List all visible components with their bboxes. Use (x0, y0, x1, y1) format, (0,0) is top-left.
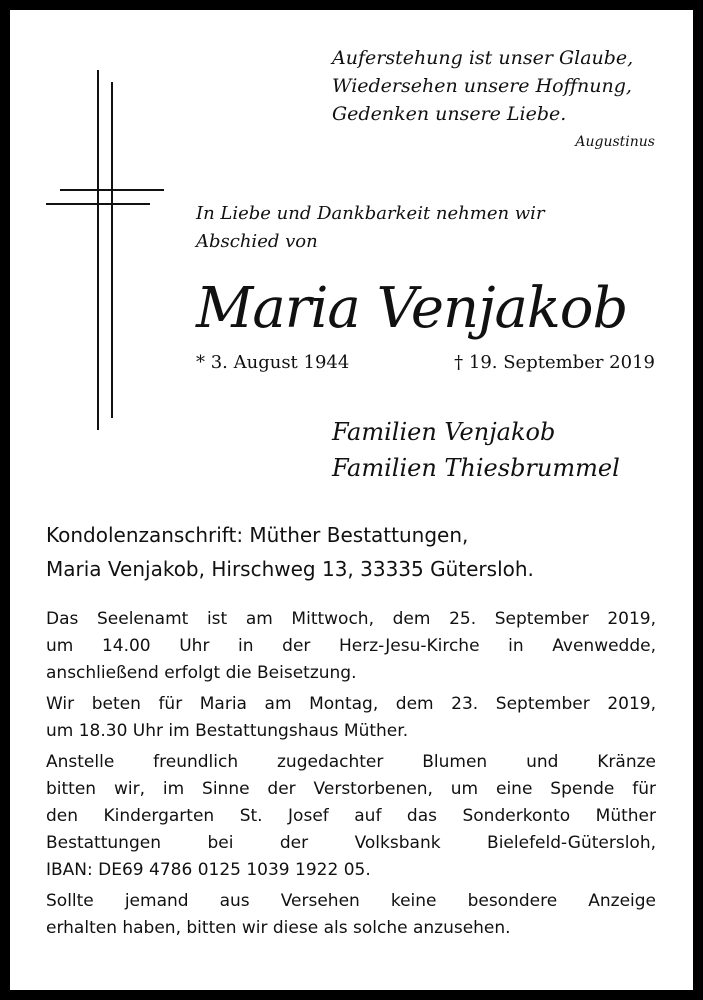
paragraph-line: den Kindergarten St. Josef auf das Sonderkonto Müther (46, 806, 656, 826)
intro-line: Abschied von (196, 231, 318, 252)
paragraph-line: anschließend erfolgt die Beisetzung. (46, 663, 357, 683)
condolence-line: Maria Venjakob, Hirschweg 13, 33335 Gütersloh. (46, 557, 534, 581)
deceased-name: Maria Venjakob (196, 276, 628, 341)
family-line: Familien Thiesbrummel (332, 454, 620, 482)
paragraph-line: bitten wir, im Sinne der Verstorbenen, um eine Spende für (46, 779, 656, 799)
quote-line: Auferstehung ist unser Glaube, (332, 47, 634, 69)
obituary-page (10, 10, 693, 990)
intro-line: In Liebe und Dankbarkeit nehmen wir (196, 203, 545, 224)
quote-line: Wiedersehen unsere Hoffnung, (332, 75, 632, 97)
paragraph-line: IBAN: DE69 4786 0125 1039 1922 05. (46, 860, 371, 880)
condolence-line: Kondolenzanschrift: Müther Bestattungen, (46, 523, 469, 547)
family-line: Familien Venjakob (332, 418, 556, 446)
quote-author: Augustinus (575, 134, 655, 150)
paragraph-line: Anstelle freundlich zugedachter Blumen und Kränze (46, 752, 656, 772)
quote (332, 44, 633, 128)
cross-icon (46, 70, 176, 430)
paragraph-line: Wir beten für Maria am Montag, dem 23. September 2019, (46, 694, 656, 714)
paragraph-line: erhalten haben, bitten wir diese als solche anzusehen. (46, 918, 511, 938)
paragraph-line: Bestattungen bei der Volksbank Bielefeld-Gütersloh, (46, 833, 656, 853)
paragraph-service (46, 606, 656, 687)
intro-text (196, 200, 545, 256)
death-date: † 19. September 2019 (454, 352, 655, 373)
paragraph-line: Das Seelenamt ist am Mittwoch, dem 25. September 2019, (46, 609, 656, 629)
paragraph-notice (46, 888, 656, 942)
paragraph-line: Sollte jemand aus Versehen keine besondere Anzeige (46, 891, 656, 911)
service-details (46, 606, 656, 946)
quote-line: Gedenken unsere Liebe. (332, 103, 567, 125)
condolence-address (46, 518, 534, 586)
paragraph-line: um 18.30 Uhr im Bestattungshaus Müther. (46, 721, 409, 741)
paragraph-prayer (46, 691, 656, 745)
paragraph-donation (46, 749, 656, 884)
paragraph-line: um 14.00 Uhr in der Herz-Jesu-Kirche in Avenwedde, (46, 636, 656, 656)
families (332, 414, 620, 486)
birth-date: * 3. August 1944 (196, 352, 350, 373)
